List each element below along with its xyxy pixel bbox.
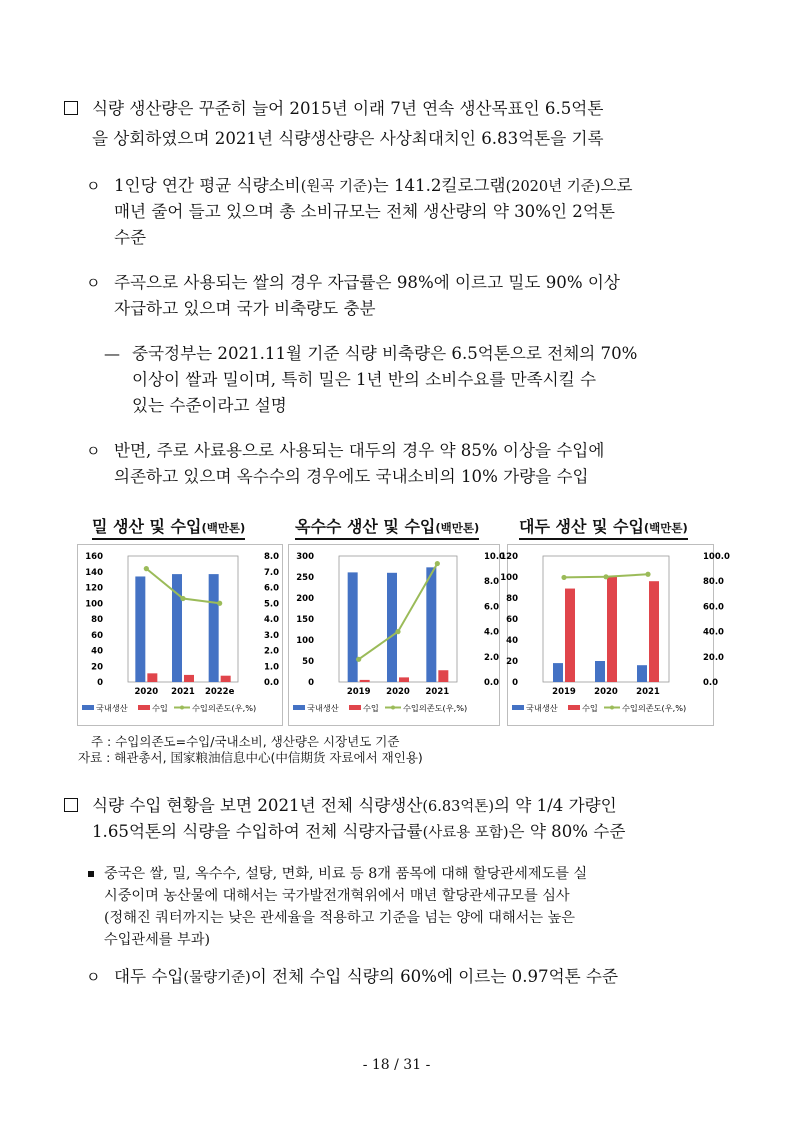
legend-label: 수입의존도(우,%) [192,703,257,713]
legend-label: 수입의존도(우,%) [622,703,687,713]
y-left-tick-label: 20 [506,657,518,667]
bar-import [649,581,659,682]
legend-swatch-production [293,705,305,710]
x-tick-label: 2019 [552,687,576,697]
chart-source: 자료 : 해관총서, 国家粮油信息中心(中信期货 자료에서 재인용) [78,750,423,765]
y-right-tick-label: 100.0 [703,552,730,562]
point-import-dependence [435,561,440,566]
y-right-tick-label: 0.0 [264,678,280,688]
bar-import [147,673,157,682]
bar-domestic-production [209,574,219,682]
y-left-tick-label: 160 [85,552,103,562]
x-tick-label: 2020 [134,687,159,697]
legend-swatch-import [349,705,361,710]
y-left-tick-label: 140 [85,567,103,578]
y-left-tick-label: 100 [296,636,314,646]
point-import-dependence [603,574,608,579]
bar-domestic-production [595,661,605,682]
y-right-tick-label: 5.0 [264,599,280,610]
point-import-dependence [645,572,650,577]
y-left-tick-label: 300 [296,552,314,562]
legend-marker-dependence [391,706,395,710]
y-left-tick-label: 80 [91,615,103,625]
x-tick-label: 2019 [346,687,371,697]
y-left-tick-label: 120 [500,552,518,562]
legend-swatch-production [82,705,94,710]
y-left-tick-label: 0 [97,678,103,688]
y-right-tick-label: 10.0 [484,552,505,562]
point-import-dependence [356,657,361,662]
chart-title-wheat: 밀 생산 및 수입(백만톤) [92,514,245,540]
y-right-tick-label: 4.0 [484,627,500,638]
chart-corn [288,544,505,726]
y-left-tick-label: 60 [91,630,103,641]
legend-label: 수입 [152,703,168,713]
legend-label: 국내생산 [307,703,339,713]
x-tick-label: 2020 [386,687,410,697]
bar-import [184,675,194,682]
page-number: - 18 / 31 - [362,1057,431,1073]
square-bullet-icon [64,101,78,115]
small-square-bullet-icon [88,871,94,877]
y-right-tick-label: 0.0 [484,678,500,688]
x-tick-label: 2021 [425,687,450,697]
y-right-tick-label: 60.0 [703,602,724,613]
legend-label: 수입 [582,703,598,713]
chart-title-corn: 옥수수 생산 및 수입(백만톤) [295,514,479,540]
bar-domestic-production [135,576,145,682]
y-left-tick-label: 200 [296,594,314,604]
bar-domestic-production [553,663,563,682]
heading-line-2: 을 상회하였으며 2021년 식량생산량은 사상최대치인 6.83억톤을 기록 [92,129,604,148]
legend-label: 국내생산 [96,703,128,713]
chart-corn-svg [289,545,505,725]
y-left-tick-label: 20 [91,662,103,673]
y-left-tick-label: 100 [85,599,103,610]
chart-note: 주 : 수입의존도=수입/국내소비, 생산량은 시장년도 기준 [91,734,400,749]
bar-domestic-production [637,665,647,682]
y-right-tick-label: 8.0 [264,552,280,562]
bar-domestic-production [348,572,358,682]
legend-marker-dependence [610,706,614,710]
bar-import [607,577,617,682]
point-import-dependence [217,601,222,606]
legend-label: 수입의존도(우,%) [403,703,468,713]
y-right-tick-label: 8.0 [484,577,500,588]
chart-soybean [500,544,730,726]
y-right-tick-label: 20.0 [703,652,724,663]
y-left-tick-label: 100 [500,573,518,583]
y-right-tick-label: 7.0 [264,567,280,578]
y-right-tick-label: 40.0 [703,627,724,638]
legend-label: 수입 [363,703,379,713]
legend-swatch-import [568,705,580,710]
y-left-tick-label: 60 [506,615,518,625]
x-tick-label: 2022e [204,687,235,697]
x-tick-label: 2021 [171,687,195,697]
bar-import [221,676,231,682]
bar-import [399,677,409,682]
y-right-tick-label: 6.0 [264,583,280,594]
x-tick-label: 2021 [636,687,660,697]
chart-wheat [77,544,283,726]
y-right-tick-label: 2.0 [484,652,500,663]
y-right-tick-label: 6.0 [484,602,500,613]
circle-bullet-icon: ㅇ [86,442,101,460]
legend-label: 국내생산 [526,703,558,713]
y-left-tick-label: 40 [506,636,518,646]
y-left-tick-label: 80 [506,594,518,604]
x-tick-label: 2020 [594,687,618,697]
point-import-dependence [144,566,149,571]
bar-import [565,589,575,682]
y-left-tick-label: 150 [296,615,314,625]
circle-bullet-icon: ㅇ [86,177,101,195]
y-right-tick-label: 4.0 [264,615,280,625]
dash-bullet-icon: — [104,344,120,363]
circle-bullet-icon: ㅇ [86,274,101,292]
y-left-tick-label: 50 [302,657,314,667]
chart-soybean-svg [500,545,730,725]
circle-bullet-icon: ㅇ [86,968,101,986]
point-import-dependence [180,596,185,601]
y-left-tick-label: 250 [296,573,314,583]
bar-domestic-production [426,567,436,682]
bar-import [438,670,448,682]
point-import-dependence [561,575,566,580]
y-right-tick-label: 1.0 [264,662,280,673]
legend-swatch-production [512,705,524,710]
y-right-tick-label: 0.0 [703,678,719,688]
chart-title-soybean: 대두 생산 및 수입(백만톤) [519,514,688,540]
line-import-dependence [359,564,438,660]
y-left-tick-label: 40 [91,646,103,657]
square-bullet-icon [64,798,78,812]
y-right-tick-label: 2.0 [264,646,280,657]
y-left-tick-label: 120 [85,583,103,594]
y-left-tick-label: 0 [308,678,314,688]
chart-wheat-svg [78,545,282,725]
y-right-tick-label: 80.0 [703,577,724,588]
y-left-tick-label: 0 [512,678,518,688]
bar-import [360,680,370,682]
point-import-dependence [395,629,400,634]
y-right-tick-label: 3.0 [264,630,280,641]
legend-swatch-import [138,705,150,710]
bar-domestic-production [387,573,397,682]
legend-marker-dependence [180,706,184,710]
